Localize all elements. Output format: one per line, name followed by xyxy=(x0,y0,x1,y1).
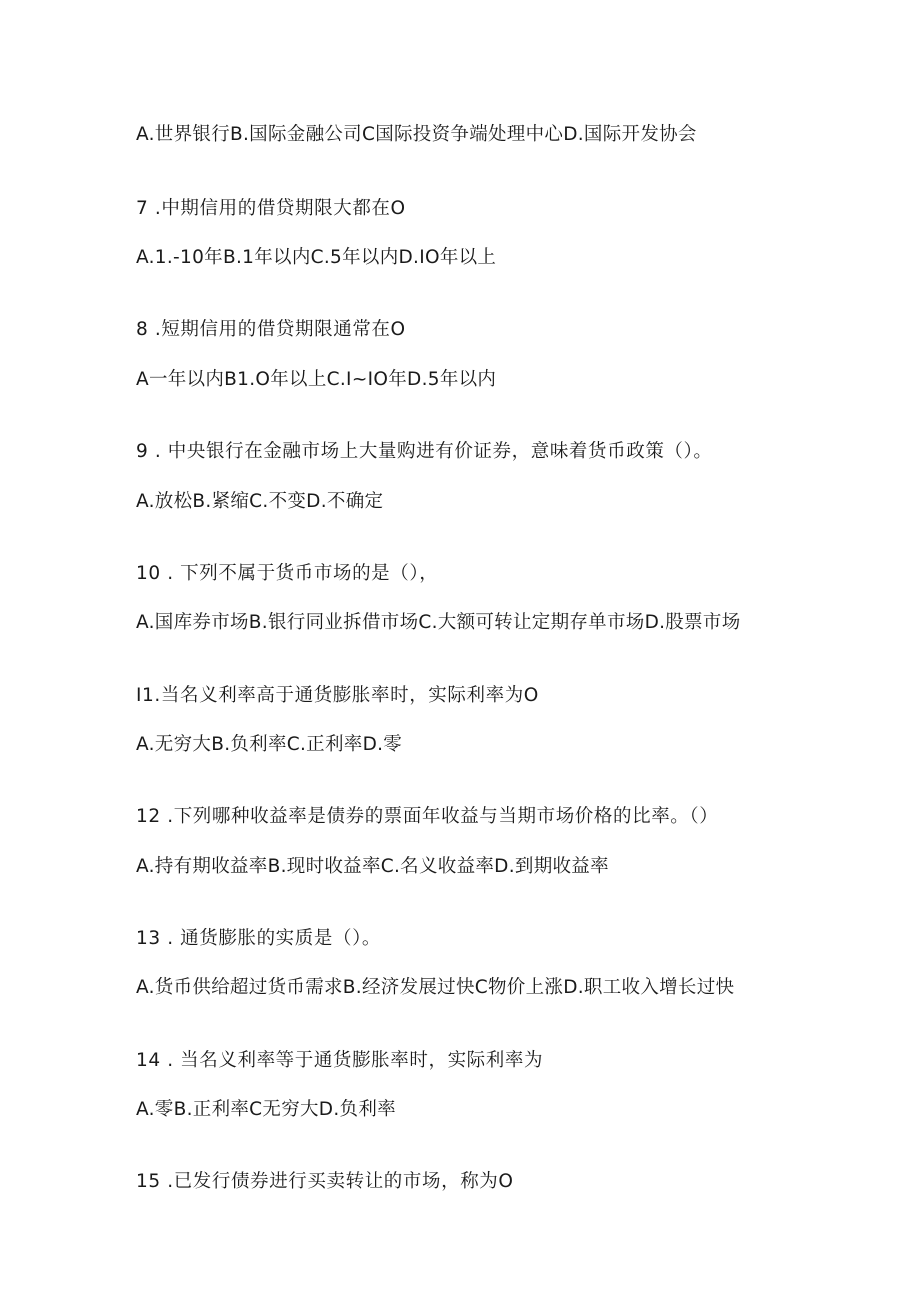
question-7: 7 .中期信用的借贷期限大都在O xyxy=(136,198,406,219)
answer-options-8: A一年以内B1.O年以上C.I~IO年D.5年以内 xyxy=(136,369,497,390)
question-9: 9 . 中央银行在金融市场上大量购进有价证券，意味着货币政策（）。 xyxy=(136,441,713,462)
answer-options-12: A.持有期收益率B.现时收益率C.名义收益率D.到期收益率 xyxy=(136,856,609,877)
question-8: 8 .短期信用的借贷期限通常在O xyxy=(136,319,406,340)
question-10: 10 . 下列不属于货币市场的是（）， xyxy=(136,563,439,584)
question-12: 12 .下列哪种收益率是债券的票面年收益与当期市场价格的比率。（） xyxy=(136,806,719,827)
question-11: I1.当名义利率高于通货膨胀率时，实际利率为O xyxy=(136,685,539,706)
question-13: 13 . 通货膨胀的实质是（）。 xyxy=(136,928,382,949)
question-14: 14 . 当名义利率等于通货膨胀率时，实际利率为 xyxy=(136,1050,544,1071)
answer-options-11: A.无穷大B.负利率C.正利率D.零 xyxy=(136,734,403,755)
question-15: 15 .已发行债券进行买卖转让的市场，称为O xyxy=(136,1171,514,1192)
answer-options-10: A.国库券市场B.银行同业拆借市场C.大额可转让定期存单市场D.股票市场 xyxy=(136,612,741,633)
answer-options-9: A.放松B.紧缩C.不变D.不确定 xyxy=(136,491,384,512)
answer-options-line: A.世界银行B.国际金融公司C国际投资争端处理中心D.国际开发协会 xyxy=(136,124,697,145)
answer-options-13: A.货币供给超过货币需求B.经济发展过快C物价上涨D.职工收入增长过快 xyxy=(136,977,735,998)
answer-options-14: A.零B.正利率C无穷大D.负利率 xyxy=(136,1099,396,1120)
answer-options-7: A.1.-10年B.1年以内C.5年以内D.IO年以上 xyxy=(136,247,497,268)
